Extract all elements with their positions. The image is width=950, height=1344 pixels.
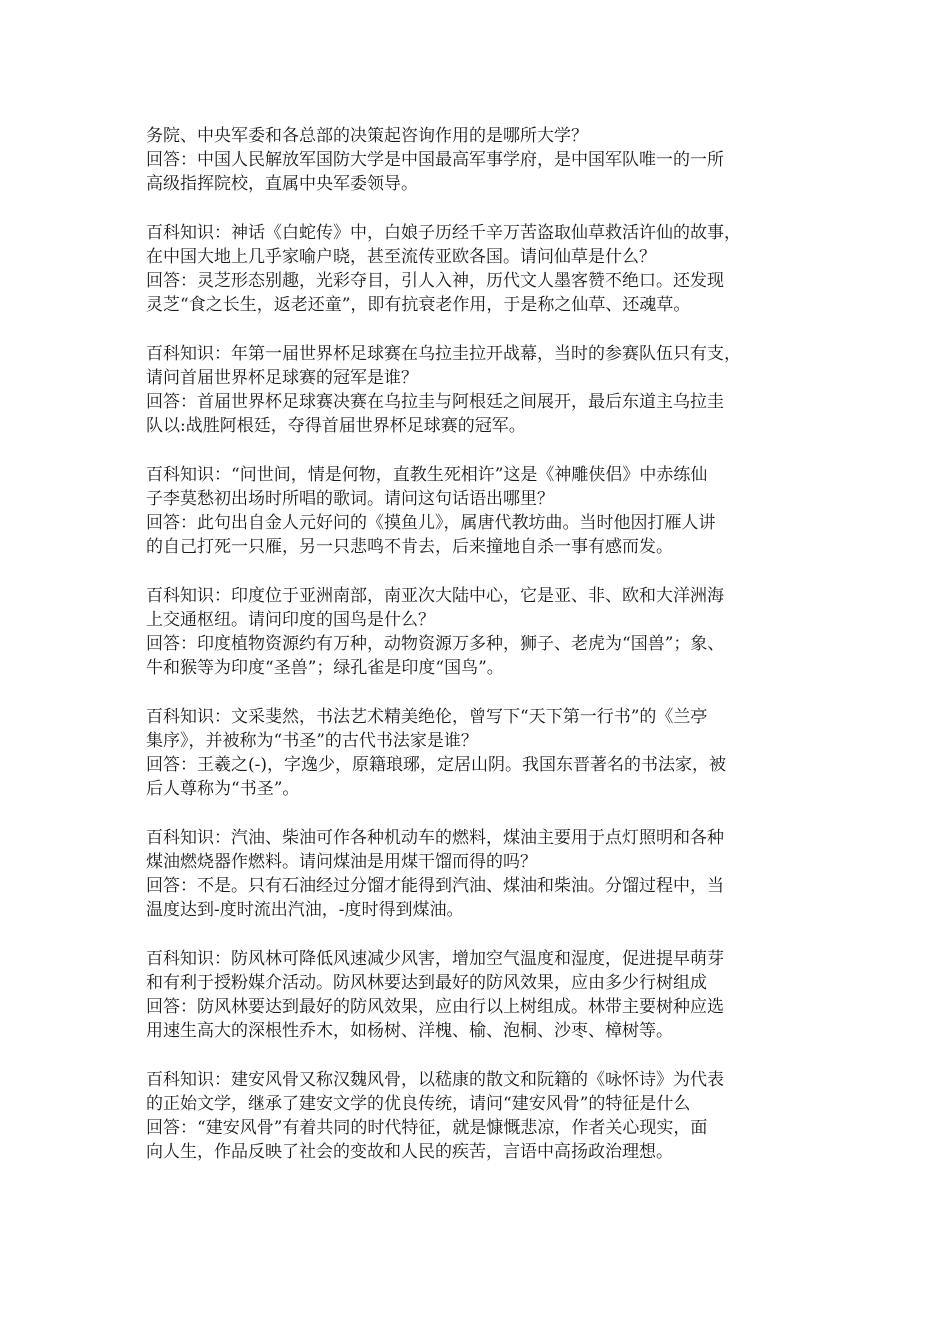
text-line: 百科知识：文采斐然，书法艺术精美绝伦，曾写下“天下第一行书”的《兰亭 — [146, 706, 708, 727]
text-line: 回答：首届世界杯足球赛决赛在乌拉圭与阿根廷之间展开，最后东道主乌拉圭 — [146, 392, 724, 413]
paragraph-university — [146, 124, 814, 197]
text-line: 回答：王羲之(-)，字逸少，原籍琅琊，定居山阴。我国东晋著名的书法家，被 — [146, 755, 727, 776]
paragraph-windbreak — [146, 947, 814, 1044]
text-line: 百科知识：建安风骨又称汉魏风骨，以嵇康的散文和阮籍的《咏怀诗》为代表 — [146, 1069, 724, 1090]
text-line: 回答：中国人民解放军国防大学是中国最高军事学府，是中国军队唯一的一所 — [146, 150, 724, 171]
paragraph-kerosene — [146, 826, 814, 923]
text-line: 高级指挥院校，直属中央军委领导。 — [146, 174, 418, 195]
text-line: 回答：防风林要达到最好的防风效果，应由行以上树组成。林带主要树种应选 — [146, 997, 724, 1018]
text-line: 百科知识：神话《白蛇传》中，白娘子历经千辛万苦盗取仙草救活许仙的故事， — [146, 222, 741, 243]
text-line: 上交通枢纽。请问印度的国鸟是什么？ — [146, 610, 435, 630]
text-line: 回答：印度植物资源约有万种，动物资源万多种，狮子、老虎为“国兽”；象、 — [146, 634, 725, 655]
text-line: 请问首届世界杯足球赛的冠军是谁？ — [146, 368, 418, 388]
paragraph-calligraphy — [146, 705, 814, 802]
text-line: 百科知识：防风林可降低风速减少风害，增加空气温度和湿度，促进提早萌芽 — [146, 948, 724, 969]
text-line: 百科知识：汽油、柴油可作各种机动车的燃料，煤油主要用于点灯照明和各种 — [146, 827, 724, 848]
document-body — [146, 124, 814, 1189]
text-line: 煤油燃烧器作燃料。请问煤油是用煤干馏而得的吗？ — [146, 852, 537, 872]
paragraph-poem — [146, 463, 814, 560]
text-line: 向人生，作品反映了社会的变故和人民的疾苦，言语中高扬政治理想。 — [146, 1142, 673, 1163]
text-line: 的自己打死一只雁，另一只悲鸣不肯去，后来撞地自杀一事有感而发。 — [146, 537, 673, 558]
paragraph-india — [146, 584, 814, 681]
paragraph-world-cup — [146, 342, 814, 439]
text-line: 牛和猴等为印度“圣兽”；绿孔雀是印度“国鸟”。 — [146, 658, 504, 679]
paragraph-jian-an — [146, 1068, 814, 1165]
text-line: 百科知识：印度位于亚洲南部，南亚次大陆中心，它是亚、非、欧和大洋洲海 — [146, 585, 724, 606]
text-line: 回答：不是。只有石油经过分馏才能得到汽油、煤油和柴油。分馏过程中，当 — [146, 876, 724, 897]
text-line: 在中国大地上几乎家喻户晓，甚至流传亚欧各国。请问仙草是什么？ — [146, 247, 656, 267]
text-line: 回答：灵芝形态别趣，光彩夺目，引人入神，历代文人墨客赞不绝口。还发现 — [146, 271, 724, 292]
text-line: 务院、中央军委和各总部的决策起咨询作用的是哪所大学？ — [146, 126, 588, 146]
text-line: 的正始文学，继承了建安文学的优良传统，请问“建安风骨”的特征是什么 — [146, 1094, 691, 1114]
text-line: 灵芝“食之长生，返老还童”，即有抗衰老作用，于是称之仙草、还魂草。 — [146, 295, 691, 316]
text-line: 后人尊称为“书圣”。 — [146, 779, 300, 800]
text-line: 和有利于授粉媒介活动。防风林要达到最好的防风效果，应由多少行树组成 — [146, 973, 707, 993]
text-line: 集序》，并被称为“书圣”的古代书法家是谁？ — [146, 731, 478, 751]
text-line: 队以:战胜阿根廷，夺得首届世界杯足球赛的冠军。 — [146, 416, 526, 437]
text-line: 百科知识：年第一届世界杯足球赛在乌拉圭拉开战幕，当时的参赛队伍只有支， — [146, 343, 741, 364]
text-line: 回答：此句出自金人元好问的《摸鱼儿》，属唐代教坊曲。当时他因打雁人讲 — [146, 513, 716, 534]
text-line: 回答：“建安风骨”有着共同的时代特征，就是慷慨悲凉，作者关心现实，面 — [146, 1118, 708, 1139]
text-line: 温度达到-度时流出汽油，-度时得到煤油。 — [146, 900, 464, 921]
paragraph-white-snake — [146, 221, 814, 318]
text-line: 子李莫愁初出场时所唱的歌词。请问这句话语出哪里？ — [146, 489, 554, 509]
text-line: 百科知识：“问世间，情是何物，直教生死相许”这是《神雕侠侣》中赤练仙 — [146, 464, 708, 485]
text-line: 用速生高大的深根性乔木，如杨树、洋槐、榆、泡桐、沙枣、樟树等。 — [146, 1021, 673, 1042]
